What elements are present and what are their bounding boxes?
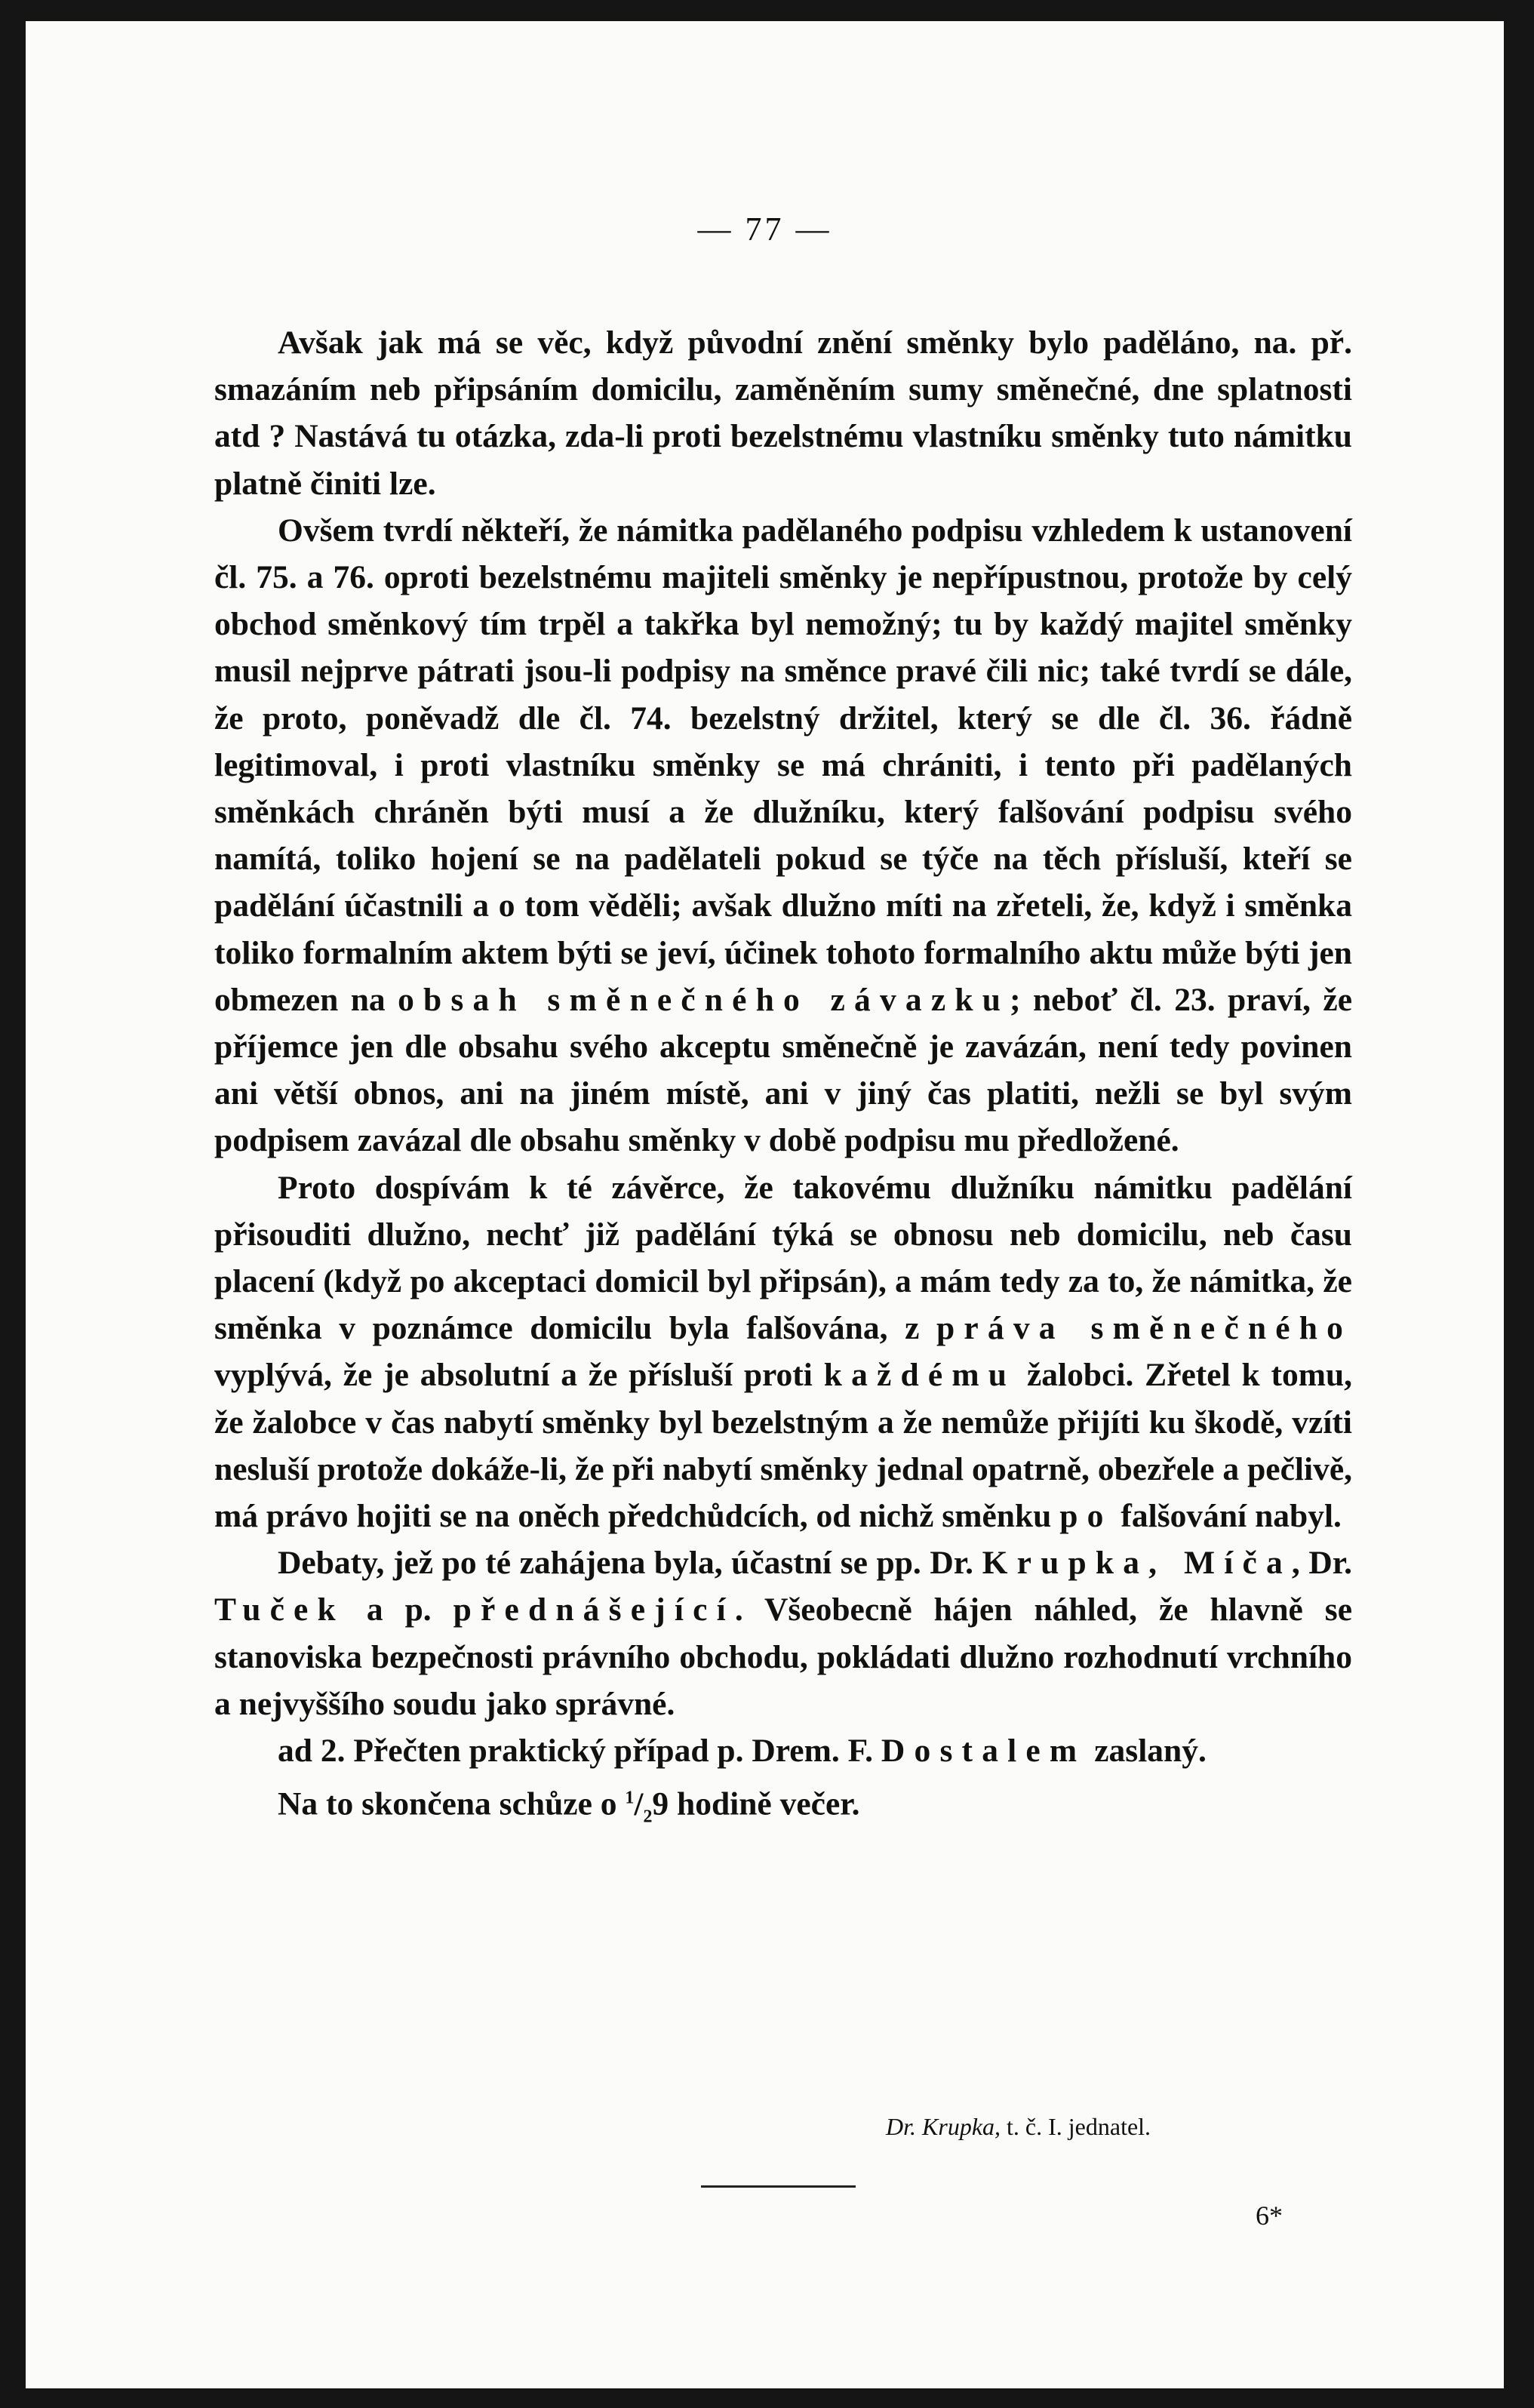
paragraph-3-text-c: žalobci. Zřetel k tomu, že žalobce v čas nabytí směnky byl bezelstným a že nemůže přijíti ku škodě, vzíti nesluší protože dokáže-li, že při nabytí směnky jednal opatrně, obezřele a pečlivě, má právo hojiti se na oněch předchůdcích, od nichž směnku bbox=[214, 1357, 1353, 1535]
paragraph-2-text-a: Ovšem tvrdí někteří, že námitka padělaného podpisu vzhledem k ustanovení čl. 75. a 76. oproti bezelstnému majiteli směnky je nepřípustnou, protože by celý obchod směnkový tím trpěl a takřka byl nemožný; tu by každý majitel směnky musil nejprve pátrati jsou-li podpisy na směnce pravé čili nic; také tvrdí se dále, že proto, poněvadž dle čl. 74. bezelstný držitel, který se dle čl. 36. řádně legitimoval, i proti vlastníku směnky se má chrániti, i tento při padělaných směnkách chráněn býti musí a že dlužníku, který falšování podpisu svého namítá, toliko hojení se na padělateli pokud se týče na těch přísluší, kteří se padělání účastnili a o tom věděli; avšak dlužno míti na zřeteli, že, když i směnka toliko formalním aktem býti se jeví, účinek tohoto formalního aktu může býti jen obmezen na bbox=[214, 512, 1352, 1018]
paragraph-2-emphasis: obsah směnečného závazku bbox=[398, 981, 1010, 1018]
time-fraction: $^1/_2$ bbox=[625, 1785, 653, 1827]
signature-role: t. č. I. jednatel. bbox=[1007, 2113, 1151, 2140]
paragraph-4 bbox=[214, 1539, 1352, 1727]
paragraph-4-text-c: a p. bbox=[366, 1591, 432, 1628]
paragraph-4-text-a: Debaty, jež po té zahájena byla, účastní se pp. Dr. bbox=[278, 1545, 973, 1582]
page-number: — 77 — bbox=[697, 211, 832, 248]
paragraph-3-emphasis-b: každému bbox=[823, 1357, 1016, 1394]
paragraph-3-text-a: Proto dospívám k té závěrce, že takovému dlužníku námitku padělání přisouditi dlužno, nechť již padělání týká se obnosu neb domicilu, neb času placení (když po akceptaci domicil byl připsán), a mám tedy za to, že námitka, že směnka v poznámce domicilu byla falšována, z bbox=[214, 1169, 1352, 1347]
signature-line bbox=[886, 2113, 1339, 2141]
paragraph-3-text-b: vyplývá, že je absolutní a že přísluší proti bbox=[214, 1357, 813, 1394]
body-text bbox=[214, 319, 1352, 1841]
paragraph-3-text-d: falšování nabyl. bbox=[1121, 1498, 1342, 1535]
paragraph-2-text-b: ; neboť čl. 23. praví, že příjemce jen dle obsahu svého akceptu směnečně je zavázán, není tedy povinen ani větší obnos, ani na jiném místě, ani v jiný čas platiti, nežli se byl svým podpisem zavázal dle obsahu směnky v době podpisu mu předložené. bbox=[214, 981, 1353, 1159]
paragraph-2 bbox=[214, 507, 1352, 1164]
paragraph-6 bbox=[214, 1774, 1352, 1840]
divider-rule bbox=[701, 2185, 856, 2188]
paragraph-4-name-a: Krupka, Míča bbox=[982, 1545, 1292, 1582]
paragraph-4-text-b: , Dr. bbox=[1291, 1545, 1352, 1582]
fraction-denominator: 2 bbox=[643, 1807, 653, 1827]
paragraph-1: Avšak jak má se věc, když původní znění směnky bylo paděláno, na. př. smazáním neb připsáním domicilu, zaměněním sumy směnečné, dne splatnosti atd ? Nastává tu otázka, zda-li proti bezelstnému vlastníku směnky tuto námitku platně činiti lze. bbox=[214, 324, 1352, 502]
paragraph-6-text-a: Na to skončena schůze o bbox=[278, 1785, 617, 1822]
paragraph-5-name: Dostalem bbox=[881, 1733, 1087, 1770]
paragraph-3 bbox=[214, 1164, 1352, 1540]
paragraph-3-emphasis-a: práva směnečného bbox=[936, 1310, 1353, 1347]
paragraph-6-text-b: 9 hodině večer. bbox=[652, 1785, 860, 1822]
paragraph-4-text-d: . Všeobecně hájen náhled, že hlavně se stanoviska bezpečnosti právního obchodu, pokládati dlužno rozhodnutí vrchního a nejvyššího soudu jako správné. bbox=[214, 1591, 1353, 1722]
signature-mark: 6* bbox=[1256, 2200, 1283, 2231]
paragraph-5-text-b: zaslaný. bbox=[1094, 1733, 1207, 1770]
paragraph-4-name-b: Tuček bbox=[214, 1591, 345, 1628]
paragraph-4-name-c: přednášející bbox=[453, 1591, 735, 1628]
fraction-numerator: 1 bbox=[625, 1788, 635, 1808]
paragraph-5 bbox=[214, 1727, 1352, 1774]
paragraph-3-emphasis-c: po bbox=[1059, 1498, 1113, 1535]
signature-name: Dr. Krupka, bbox=[886, 2113, 1001, 2140]
paragraph-5-text-a: ad 2. Přečten praktický případ p. Drem. F. bbox=[278, 1733, 874, 1770]
